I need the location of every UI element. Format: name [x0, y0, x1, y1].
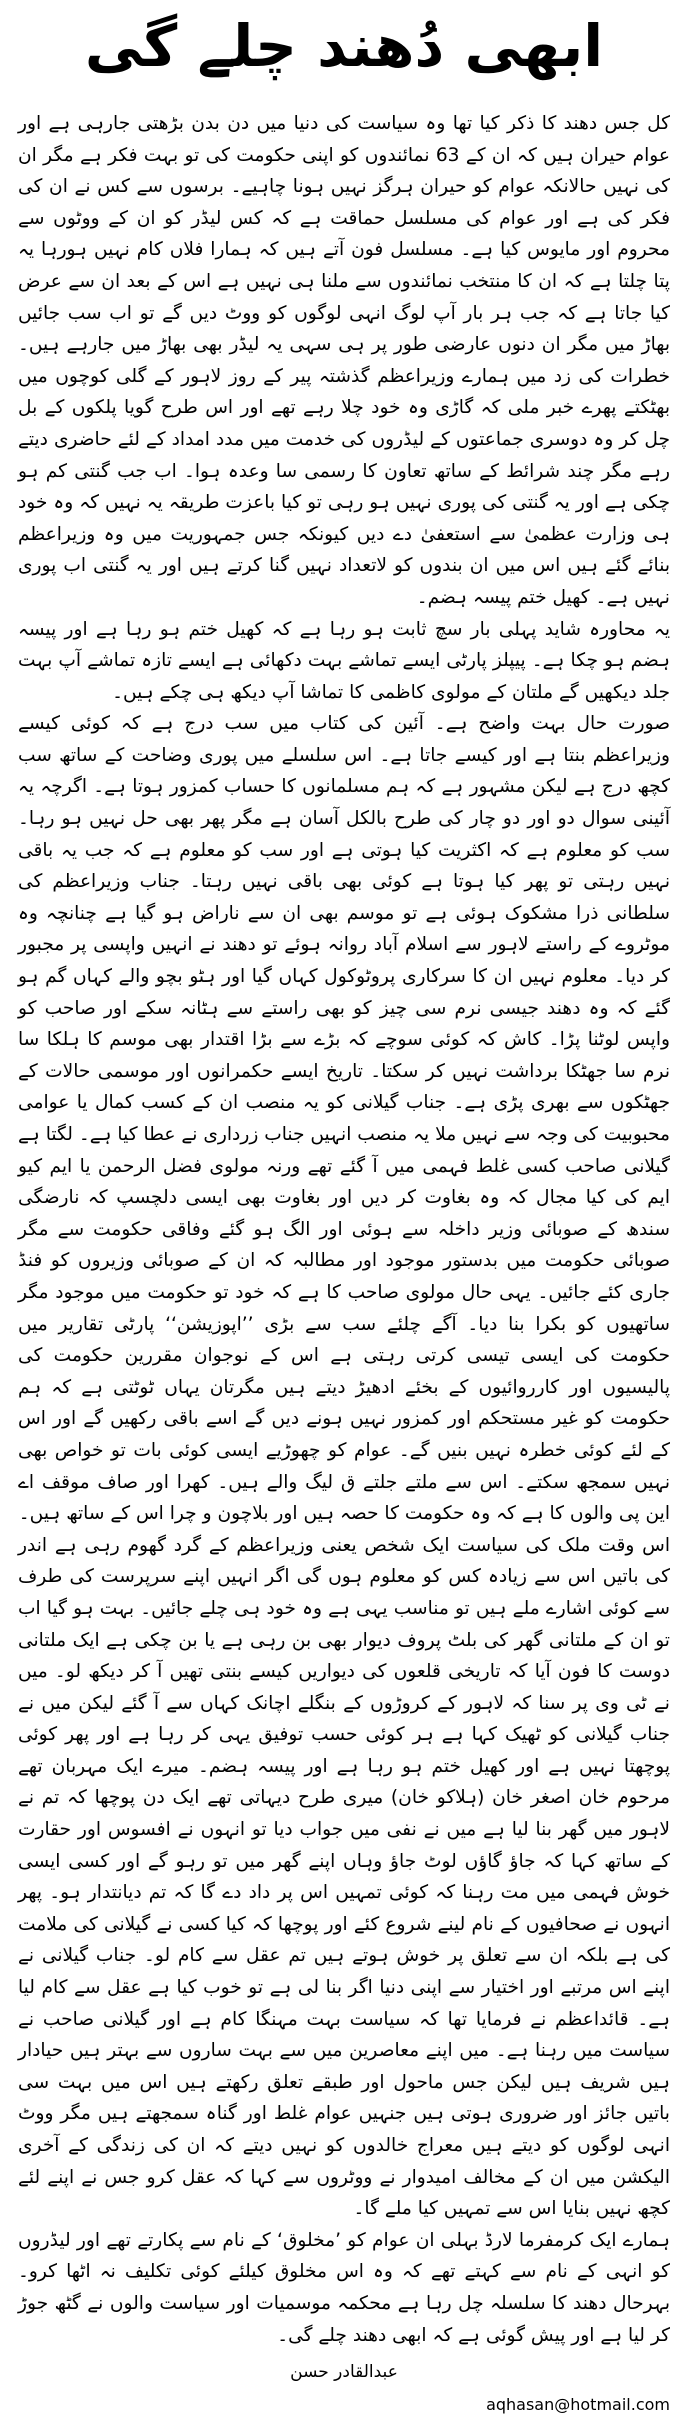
paragraph: یہ محاورہ شاید پہلی بار سچ ثابت ہو رہا ہے کہ کھیل ختم ہو رہا ہے اور پیسہ ہضم ہو چکا ہے۔ پیپلز پارٹی ایسے تماشے بہت دکھائی ہے ایسے تازہ تماشے آپ بہت جلد دیکھیں گے ملتان کے مولوی کاظمی کا تماشا آپ دیکھ ہی چکے ہیں۔: [18, 618, 670, 703]
author-byline: عبدالقادر حسن: [290, 2362, 398, 2383]
paragraph: کل جس دھند کا ذکر کیا تھا وہ سیاست کی دنیا میں دن بدن بڑھتی جارہی ہے اور عوام حیران ہیں کہ ان کے 63 نمائندوں کو اپنی حکومت کی تو بہت فکر ہے مگر ان کی نہیں حالانکہ عوام کو حیران ہرگز نہیں ہونا چاہیے۔ برسوں سے کس نے ان کی فکر کی ہے اور عوام کی مسلسل حماقت ہے کہ کس لیڈر کو ان کے ووٹوں سے محروم اور مایوس کیا ہے۔ مسلسل فون آتے ہیں کہ ہمارا فلاں کام نہیں ہورہا یہ پتا چلتا ہے کہ ان کا منتخب نمائندوں سے ملنا ہی نہیں ہے اس کے بعد ان سے عرض کیا جاتا ہے کہ جب ہر بار آپ لوگ انہی لوگوں کو ووٹ دیں گے تو اب سب جائیں بھاڑ میں مگر ان دنوں عارضی طور پر ہی سہی یہ لیڈر بھی بھاڑ میں جارہے ہیں۔ خطرات کی زد میں ہمارے وزیراعظم گذشتہ پیر کے روز لاہور کے گلی کوچوں میں بھٹکتے پھرے خبر ملی کہ گاڑی وہ خود چلا رہے تھے اور اس طرح گویا پلکوں کے بل چل کر وہ دوسری جماعتوں کے لیڈروں کی خدمت میں مدد امداد کے لئے حاضری دیتے رہے مگر چند شرائط کے ساتھ تعاون کا رسمی سا وعدہ ہوا۔ اب جب گنتی کم ہو چکی ہے اور یہ گنتی کی پوری نہیں ہو رہی تو کیا باعزت طریقہ یہ نہیں کہ وہ خود ہی وزارت عظمیٰ سے استعفیٰ دے دیں کیونکہ جس جمہوریت میں وہ وزیراعظم بنائے گئے ہیں اس میں ان بندوں کو لاتعداد نہیں گنا کرتے ہیں اور یہ گنتی اب پوری نہیں ہے۔ کھیل ختم پیسہ ہضم۔: [18, 113, 670, 608]
paragraph: اس وقت ملک کی سیاست ایک شخص یعنی وزیراعظم کے گرد گھوم رہی ہے اندر کی باتیں اس سے زیادہ کس کو معلوم ہوں گی اگر انہیں اپنے سرپرست کی طرف سے کوئی اشارے ملے ہیں تو مناسب یہی ہے وہ خود ہی چلے جائیں۔ بہت ہو گیا اب تو ان کے ملتانی گھر کی بلٹ پروف دیوار بھی بن رہی ہے یا بن چکی ہے ایک ملتانی دوست کا فون آیا کہ تاریخی قلعوں کی دیواریں کیسے بنتی تھیں آ کر دیکھ لو۔ میں نے ٹی وی پر سنا کہ لاہور کے کروڑوں کے بنگلے اچانک کہاں سے آ گئے لیکن میں نے جناب گیلانی کو ٹھیک کہا ہے ہر کوئی حسب توفیق یہی کر رہا ہے اور پھر کوئی پوچھتا نہیں ہے اور کھیل ختم ہو رہا ہے اور پیسہ ہضم۔ میرے ایک مہربان تھے مرحوم خان اصغر خان (ہلاکو خان) میری طرح دیہاتی تھے ایک دن پوچھا کہ تم نے لاہور میں گھر بنا لیا ہے میں نے نفی میں جواب دیا تو انہوں نے افسوس اور حقارت کے ساتھ کہا کہ جاؤ گاؤں لوٹ جاؤ وہاں اپنے گھر میں تو رہو گے اور کسی ایسی خوش فہمی میں مت رہنا کہ کوئی تمہیں اس پر داد دے گا کہ تم دیانتدار ہو۔ پھر انہوں نے صحافیوں کے نام لینے شروع کئے اور پوچھا کہ کیا کسی نے گیلانی کی ملامت کی ہے بلکہ ان سے تعلق پر خوش ہوتے ہیں تم عقل سے کام لو۔ جناب گیلانی نے اپنے اس مرتبے اور اختیار سے اپنی دنیا اگر بنا لی ہے تو خوب کیا ہے عقل سے کام لیا ہے۔ قائداعظم نے فرمایا تھا کہ سیاست بہت مہنگا کام ہے اور گیلانی صاحب نے سیاست میں رہنا ہے۔ میں اپنے معاصرین میں سے بہت ساروں سے بہتر ہیں حیادار ہیں شریف ہیں لیکن جس ماحول اور طبقے تعلق رکھتے ہیں اس میں بہت سی باتیں جائز اور ضروری ہوتی ہیں جنہیں عوام غلط اور گناہ سمجھتے ہیں مگر ووٹ انہی لوگوں کو دیتے ہیں معراج خالدوں کو نہیں دیتے کہ ان کی زندگی کے آخری الیکشن میں ان کے مخالف امیدوار نے ووٹروں سے کہا کہ عقل کرو جس نے اپنے لئے کچھ نہیں بنایا اس سے تمہیں کیا ملے گا۔: [18, 1534, 670, 2220]
author-email: aqhasan@hotmail.com: [486, 2395, 670, 2415]
column-headline: ابھی دُھند چلے گی: [84, 12, 604, 80]
column-body: [18, 108, 670, 2351]
paragraph: ہمارے ایک کرمفرما لارڈ بہلی ان عوام کو ’مخلوق‘ کے نام سے پکارتے تھے اور لیڈروں کو انہی کے نام سے کہتے تھے کہ وہ اس مخلوق کیلئے کوئی تکلیف نہ اٹھا کرو۔ بہرحال دھند کا سلسلہ چل رہا ہے محکمہ موسمیات اور سیاست والوں نے گٹھ جوڑ کر لیا ہے اور پیش گوئی ہے کہ ابھی دھند چلے گی۔: [18, 2229, 670, 2346]
paragraph: صورت حال بہت واضح ہے۔ آئین کی کتاب میں سب درج ہے کہ کوئی کیسے وزیراعظم بنتا ہے اور کیسے جاتا ہے۔ اس سلسلے میں پوری وضاحت کے ساتھ سب کچھ درج ہے لیکن مشہور ہے کہ ہم مسلمانوں کا حساب کمزور ہوتا ہے۔ اگرچہ یہ آئینی سوال دو اور دو چار کی طرح بالکل آسان ہے مگر پھر بھی حل نہیں ہو رہا۔ سب کو معلوم ہے کہ اکثریت کیا ہوتی ہے اور سب کو معلوم ہے کہ جب یہ باقی نہیں رہتی تو پھر کیا ہوتا ہے کوئی بھی باقی نہیں رہتا۔ جناب وزیراعظم کی سلطانی ذرا مشکوک ہوئی ہے تو موسم بھی ان سے ناراض ہو گیا ہے چنانچہ وہ موٹروے کے راستے لاہور سے اسلام آباد روانہ ہوئے تو دھند نے انہیں واپسی پر مجبور کر دیا۔ معلوم نہیں ان کا سرکاری پروٹوکول کہاں گیا اور ہٹو بچو والے کہاں گم ہو گئے کہ وہ دھند جیسی نرم سی چیز کو بھی راستے سے ہٹانہ سکے اور صاحب کو واپس لوٹنا پڑا۔ کاش کہ کوئی سوچے کہ بڑے سے بڑا اقتدار بھی موسم کا ہلکا سا نرم سا جھٹکا برداشت نہیں کر سکتا۔ تاریخ ایسے حکمرانوں اور موسمی حالات کے جھٹکوں سے بھری پڑی ہے۔ جناب گیلانی کو یہ منصب ان کے کسب کمال یا عوامی محبوبیت کی وجہ سے نہیں ملا یہ منصب انہیں جناب زرداری نے عطا کیا ہے۔ لگتا ہے گیلانی صاحب کسی غلط فہمی میں آ گئے تھے ورنہ مولوی فضل الرحمن یا ایم کیو ایم کی کیا مجال کہ وہ بغاوت کر دیں اور بغاوت بھی ایسی دلچسپ کہ نارضگی سندھ کے صوبائی وزیر داخلہ سے ہوئی اور الگ ہو گئے وفاقی حکومت سے مگر صوبائی حکومت میں بدستور موجود اور مطالبہ کہ ان کے صوبائی وزیروں کو فنڈ جاری کئے جائیں۔ یہی حال مولوی صاحب کا ہے کہ خود تو حکومت میں موجود مگر ساتھیوں کو بکرا بنا دیا۔ آگے چلئے سب سے بڑی ’’اپوزیشن‘‘ پارٹی تقاریر میں حکومت کی ایسی تیسی کرتی رہتی ہے اس کے نوجوان مقررین حکومت کی پالیسیوں اور کارروائیوں کے بخئے ادھیڑ دیتے ہیں مگرتان یہاں ٹوٹتی ہے کہ ہم حکومت کو غیر مستحکم اور کمزور نہیں ہونے دیں گے اسے باقی رکھیں گے اور اس کے لئے کوئی خطرہ نہیں بنیں گے۔ عوام کو چھوڑیے ایسی کوئی بات تو خواص بھی نہیں سمجھ سکتے۔ اس سے ملتے جلتے ق لیگ والے ہیں۔ کھرا اور صاف موقف اے این پی والوں کا ہے کہ وہ حکومت کا حصہ ہیں اور بلاچون و چرا اس کے ساتھ ہیں۔: [18, 713, 670, 1525]
